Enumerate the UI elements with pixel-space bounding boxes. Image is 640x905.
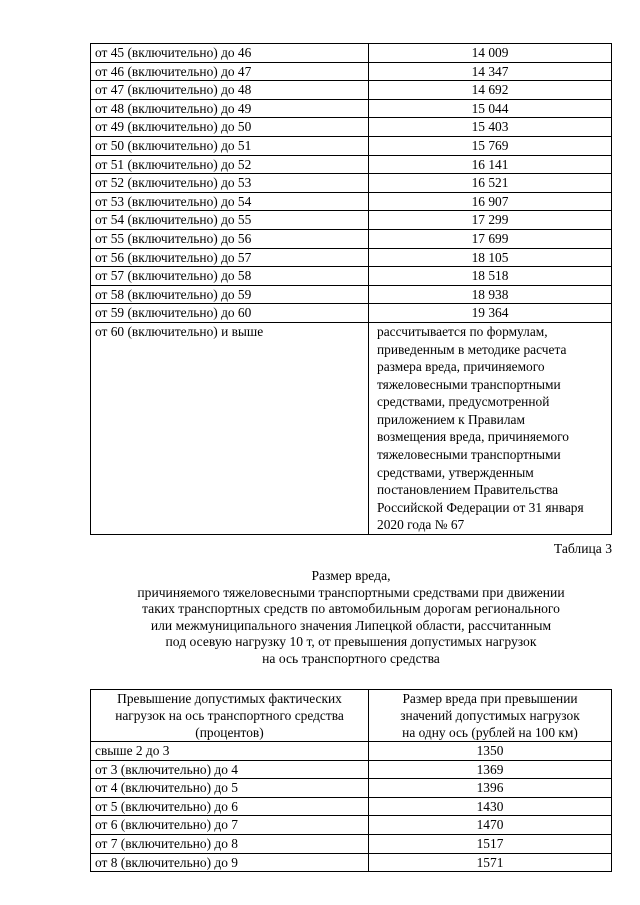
range-cell: от 6 (включительно) до 7 bbox=[91, 816, 369, 835]
table-row bbox=[91, 136, 612, 155]
table-heading bbox=[90, 568, 612, 668]
value-cell: 1369 bbox=[369, 760, 612, 779]
heading-line: Размер вреда, bbox=[311, 568, 391, 583]
value-cell: 16 521 bbox=[369, 174, 612, 193]
table-row bbox=[91, 62, 612, 81]
range-cell: от 7 (включительно) до 8 bbox=[91, 834, 369, 853]
formula-note-cell bbox=[369, 322, 612, 534]
value-cell: 1517 bbox=[369, 834, 612, 853]
value-cell: 14 692 bbox=[369, 81, 612, 100]
table-row-last bbox=[91, 322, 612, 534]
table-row bbox=[91, 248, 612, 267]
range-cell: от 55 (включительно) до 56 bbox=[91, 229, 369, 248]
heading-line: на ось транспортного средства bbox=[262, 650, 440, 666]
formula-note-line: Российской Федерации от 31 января bbox=[377, 499, 584, 515]
formula-note-line: постановлением Правительства bbox=[377, 482, 559, 498]
range-cell: от 59 (включительно) до 60 bbox=[91, 304, 369, 323]
value-cell: 17 699 bbox=[369, 229, 612, 248]
range-cell: от 5 (включительно) до 6 bbox=[91, 797, 369, 816]
header-line: Размер вреда при превышении bbox=[402, 691, 578, 706]
table-row bbox=[91, 81, 612, 100]
range-cell: от 51 (включительно) до 52 bbox=[91, 155, 369, 174]
table-row bbox=[91, 853, 612, 872]
value-cell: 14 347 bbox=[369, 62, 612, 81]
value-cell: 18 105 bbox=[369, 248, 612, 267]
value-cell: 1396 bbox=[369, 779, 612, 798]
range-cell: от 4 (включительно) до 5 bbox=[91, 779, 369, 798]
value-cell: 18 938 bbox=[369, 285, 612, 304]
table-row bbox=[91, 155, 612, 174]
table-row bbox=[91, 267, 612, 286]
formula-note-line: приложением к Правилам bbox=[377, 411, 525, 427]
table-row bbox=[91, 192, 612, 211]
heading-line: или межмуниципального значения Липецкой области, рассчитанным bbox=[150, 617, 552, 633]
value-cell: 15 044 bbox=[369, 99, 612, 118]
header-line: (процентов) bbox=[195, 725, 264, 740]
table-number-label: Таблица 3 bbox=[553, 541, 612, 556]
formula-note-line: приведенным в методике расчета bbox=[377, 341, 567, 357]
heading-line: под осевую нагрузку 10 т, от превышения допустимых нагрузок bbox=[165, 634, 537, 650]
column-header-overload bbox=[91, 690, 369, 742]
range-cell: свыше 2 до 3 bbox=[91, 742, 369, 761]
value-cell: 16 141 bbox=[369, 155, 612, 174]
table-row bbox=[91, 229, 612, 248]
table-row bbox=[91, 797, 612, 816]
header-line: значений допустимых нагрузок bbox=[400, 708, 580, 723]
table-row bbox=[91, 174, 612, 193]
range-cell: от 54 (включительно) до 55 bbox=[91, 211, 369, 230]
range-cell: от 53 (включительно) до 54 bbox=[91, 192, 369, 211]
heading-line: таких транспортных средств по автомобильным дорогам регионального bbox=[142, 601, 560, 617]
table-row bbox=[91, 760, 612, 779]
table-header-row bbox=[91, 690, 612, 742]
table-row bbox=[91, 779, 612, 798]
formula-note-line: возмещения вреда, причиняемого bbox=[377, 429, 569, 445]
range-cell: от 48 (включительно) до 49 bbox=[91, 99, 369, 118]
heading-line: причиняемого тяжеловесными транспортными средствами при движении bbox=[137, 584, 565, 600]
range-cell: от 46 (включительно) до 47 bbox=[91, 62, 369, 81]
formula-note-line: тяжеловесными транспортными bbox=[377, 376, 561, 392]
table-row bbox=[91, 118, 612, 137]
formula-note-line: 2020 года № 67 bbox=[377, 517, 465, 533]
range-cell: от 60 (включительно) и выше bbox=[91, 322, 369, 534]
header-line: на одну ось (рублей на 100 км) bbox=[402, 725, 578, 740]
formula-note-line: средствами, предусмотренной bbox=[377, 394, 550, 410]
table-row bbox=[91, 99, 612, 118]
damage-table-3 bbox=[90, 689, 612, 872]
value-cell: 16 907 bbox=[369, 192, 612, 211]
value-cell: 17 299 bbox=[369, 211, 612, 230]
damage-table-continued bbox=[90, 43, 612, 535]
range-cell: от 50 (включительно) до 51 bbox=[91, 136, 369, 155]
range-cell: от 3 (включительно) до 4 bbox=[91, 760, 369, 779]
formula-note-line: рассчитывается по формулам, bbox=[377, 323, 548, 339]
value-cell: 15 403 bbox=[369, 118, 612, 137]
table-row bbox=[91, 304, 612, 323]
value-cell: 18 518 bbox=[369, 267, 612, 286]
range-cell: от 52 (включительно) до 53 bbox=[91, 174, 369, 193]
range-cell: от 47 (включительно) до 48 bbox=[91, 81, 369, 100]
formula-note-line: размера вреда, причиняемого bbox=[377, 359, 545, 375]
value-cell: 1571 bbox=[369, 853, 612, 872]
value-cell: 15 769 bbox=[369, 136, 612, 155]
range-cell: от 8 (включительно) до 9 bbox=[91, 853, 369, 872]
range-cell: от 57 (включительно) до 58 bbox=[91, 267, 369, 286]
range-cell: от 45 (включительно) до 46 bbox=[91, 44, 369, 63]
column-header-damage bbox=[369, 690, 612, 742]
table-row bbox=[91, 834, 612, 853]
range-cell: от 58 (включительно) до 59 bbox=[91, 285, 369, 304]
table-row bbox=[91, 44, 612, 63]
value-cell: 14 009 bbox=[369, 44, 612, 63]
range-cell: от 56 (включительно) до 57 bbox=[91, 248, 369, 267]
range-cell: от 49 (включительно) до 50 bbox=[91, 118, 369, 137]
table-row bbox=[91, 285, 612, 304]
value-cell: 1470 bbox=[369, 816, 612, 835]
value-cell: 1430 bbox=[369, 797, 612, 816]
header-line: нагрузок на ось транспортного средства bbox=[115, 708, 344, 723]
table-row bbox=[91, 211, 612, 230]
table-row bbox=[91, 816, 612, 835]
formula-note-line: тяжеловесными транспортными bbox=[377, 447, 561, 463]
value-cell: 19 364 bbox=[369, 304, 612, 323]
value-cell: 1350 bbox=[369, 742, 612, 761]
header-line: Превышение допустимых фактических bbox=[117, 691, 342, 706]
table-row bbox=[91, 742, 612, 761]
formula-note-line: средствами, утвержденным bbox=[377, 464, 534, 480]
